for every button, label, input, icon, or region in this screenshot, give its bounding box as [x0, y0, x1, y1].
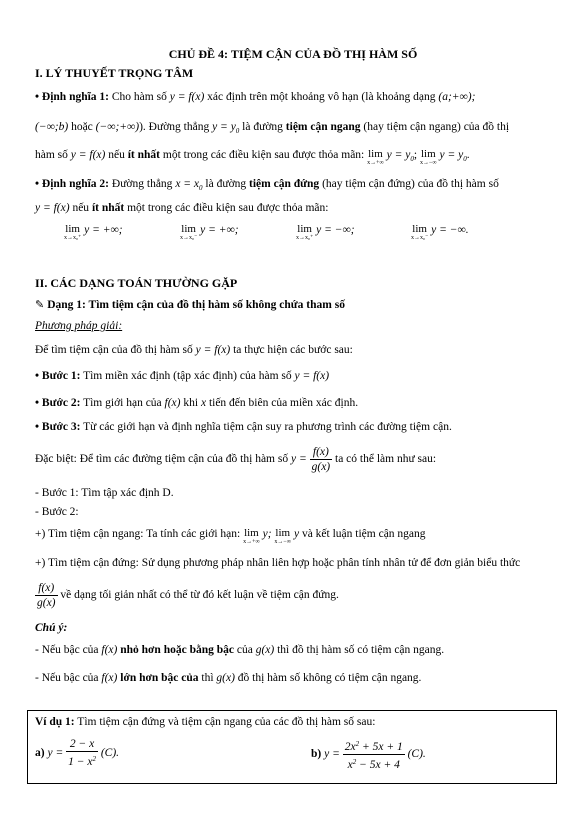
example-heading	[35, 716, 375, 728]
intro-text-a: Để tìm tiệm cận của đồ thị hàm số	[35, 344, 193, 356]
bullet-step-2: - Bước 2:	[35, 506, 79, 518]
example-text: Tìm tiệm cận đứng và tiệm cận ngang của các đồ thị hàm số sau:	[77, 716, 376, 728]
intro-text-b: ta thực hiện các bước sau:	[233, 344, 353, 356]
def2-line-1: • Định nghĩa 2: Đường thẳng $x = x_0$ là đường tiệm cận đứng (hay tiệm cận đứng) của đồ thị hàm số	[35, 178, 499, 192]
horiz-text-b: và kết luận tiệm cận ngang	[301, 528, 426, 540]
section-2-heading: II. CÁC DẠNG TOÁN THƯỜNG GẶP	[35, 276, 238, 290]
def1-text-a: Cho hàm số	[111, 91, 167, 103]
step-1-text: Tìm miền xác định (tập xác định) của hàm số	[83, 370, 292, 382]
def1-label: Định nghĩa 1:	[41, 91, 110, 103]
step-3-label: Bước 3:	[41, 421, 81, 433]
math-limit: lim x→−∞	[419, 148, 437, 166]
page-title: CHỦ ĐỀ 4: TIỆM CẬN CỦA ĐỒ THỊ HÀM SỐ	[168, 47, 418, 61]
def2-text-a: Đường thẳng	[111, 178, 173, 190]
special-text-a: Đặc biệt: Để tìm các đường tiệm cận của đồ thị hàm số	[35, 453, 289, 465]
def2-text-c: (hay tiệm cận đứng) của đồ thị hàm số	[322, 178, 499, 190]
math-fraction: $\frac{2x^2 + 5x + 1}{x^2 - 5x + 4}$	[343, 737, 405, 772]
math-interval: (a;+∞);	[438, 91, 476, 103]
note-2-text-a: - Nếu bậc của	[35, 672, 99, 684]
example-a-label: a)	[35, 747, 45, 759]
step-2-text-c: tiến đến biên của miền xác định.	[208, 397, 359, 409]
limit-condition-3: lim x→x₀⁺ y = −∞;	[296, 223, 355, 241]
def1-line-2	[35, 120, 556, 138]
math-function: f(x)	[164, 397, 181, 409]
horiz-text-a: +) Tìm tiệm cận ngang: Ta tính các giới hạn:	[35, 528, 241, 540]
note-2-text-b: thì	[201, 672, 214, 684]
note-2: - Nếu bậc của f(x) lớn hơn bậc của thì g(x) đồ thị hàm số không có tiệm cận ngang.	[35, 672, 422, 684]
math-limit: lim x→+∞	[367, 148, 384, 166]
def1-text-e: là đường	[242, 121, 283, 133]
def1-line-1: • Định nghĩa 1: Cho hàm số y = f(x) xác định trên một khoảng vô hạn (là khoảng dạng (a;+∞);	[35, 91, 476, 103]
math-function: y = f(x)	[35, 202, 70, 214]
form-1-text: Dạng 1: Tìm tiệm cận của đồ thị hàm số không chứa tham số	[47, 299, 345, 311]
note-1-text-c: thì đồ thị hàm số có tiệm cận ngang.	[277, 644, 445, 656]
limit-condition-2: lim x→x₀⁻ y = +∞;	[180, 223, 239, 241]
math-line: $y = y_0$	[212, 121, 240, 135]
step-3: • Bước 3: Từ các giới hạn và định nghĩa tiệm cận suy ra phương trình các đường tiệm cận.	[35, 421, 452, 433]
horizontal-asymptote: +) Tìm tiệm cận ngang: Ta tính các giới hạn: lim x→+∞ y; lim x→−∞ y và kết luận tiệm cận ngang	[35, 527, 426, 545]
step-2: • Bước 2: Tìm giới hạn của f(x) khi x tiến đến biên của miền xác định.	[35, 397, 359, 409]
note-1-text-a: - Nếu bậc của	[35, 644, 99, 656]
method-label: Phương pháp giải:	[35, 320, 123, 332]
def2-text-e: một trong các điều kiện sau được thỏa mãn:	[127, 202, 329, 214]
def2-text-d: nếu	[72, 202, 90, 214]
math-fraction: $\frac{2 - x}{1 - x^2}$	[68, 738, 96, 769]
step-1: • Bước 1: Tìm miền xác định (tập xác định) của hàm số y = f(x)	[35, 370, 330, 382]
def1-text-f: (hay tiệm cận ngang) của đồ thị	[363, 121, 510, 133]
special-text-b: ta có thể làm như sau:	[335, 453, 437, 465]
pen-arrow-icon: ✎	[35, 299, 45, 311]
math-limit: lim x→−∞	[274, 527, 292, 545]
def1-text-h: nếu	[108, 149, 125, 161]
form-1-heading	[35, 298, 556, 312]
def1-text-d: ). Đường thẳng	[139, 121, 210, 133]
math-interval: (−∞;+∞)	[95, 121, 140, 133]
vertical-asymptote: +) Tìm tiệm cận đứng: Sử dụng phương pháp nhân liên hợp hoặc phân tính nhân tử để đơn giản biểu thức	[35, 557, 521, 569]
note-2-bold: lớn hơn bậc của	[120, 672, 199, 684]
note-label: Chú ý:	[35, 622, 68, 634]
vertical-asymptote-cont	[35, 579, 556, 611]
def2-bold-atleast: ít nhất	[91, 202, 125, 214]
def2-line-2	[35, 201, 556, 215]
step-2-text-b: khi	[183, 397, 199, 409]
note-2-text-c: đồ thị hàm số không có tiệm cận ngang.	[237, 672, 422, 684]
def2-label: Định nghĩa 2:	[41, 178, 110, 190]
example-box	[27, 710, 557, 784]
def1-text-i: một trong các điều kiện sau được thỏa mãn:	[162, 149, 365, 161]
example-b-label: b)	[311, 748, 322, 761]
section-1-heading: I. LÝ THUYẾT TRỌNG TÂM	[35, 66, 194, 80]
def2-bold-term: tiệm cận đứng	[249, 178, 320, 190]
step-2-text-a: Tìm giới hạn của	[83, 397, 162, 409]
limit-condition-4: lim x→x₀⁻ y = −∞.	[411, 223, 469, 241]
note-1-bold: nhỏ hơn hoặc bằng bậc	[120, 644, 234, 656]
math-function: y = f(x)	[195, 344, 231, 356]
step-3-text: Từ các giới hạn và định nghĩa tiệm cận suy ra phương trình các đường tiệm cận.	[83, 421, 452, 433]
math-function: y = f(x)	[70, 149, 106, 161]
example-b: b) y = $\frac{2x^2 + 5x + 1}{x^2 - 5x + 4}$ (C).	[311, 737, 426, 772]
method-intro	[35, 343, 556, 357]
def1-bold-term: tiệm cận ngang	[285, 121, 361, 133]
def1-text-g: hàm số	[35, 149, 68, 161]
math-function: y = f(x)	[294, 370, 330, 382]
def1-text-c: hoặc	[71, 121, 93, 133]
step-2-label: Bước 2:	[41, 397, 81, 409]
vert-text-b: về dạng tối giản nhất có thể từ đó kết luận về tiệm cận đứng.	[60, 589, 339, 601]
bullet-step-1: - Bước 1: Tìm tập xác định D.	[35, 487, 174, 499]
note-1: - Nếu bậc của f(x) nhỏ hơn hoặc bằng bậc của g(x) thì đồ thị hàm số có tiệm cận ngang.	[35, 644, 445, 656]
math-fraction: $\frac{f(x)}{g(x)}$	[311, 445, 331, 473]
math-limit: lim x→+∞	[243, 527, 260, 545]
math-interval: (−∞;b)	[35, 121, 69, 133]
math-fraction: $\frac{f(x)}{g(x)}$	[37, 581, 56, 609]
note-1-text-b: của	[236, 644, 253, 656]
math-function: y = f(x)	[169, 91, 205, 103]
def1-text-b: xác định trên một khoảng vô hạn (là khoảng dạng	[207, 91, 436, 103]
step-1-label: Bước 1:	[41, 370, 81, 382]
special-case: Đặc biệt: Để tìm các đường tiệm cận của đồ thị hàm số y = $\frac{f(x)}{g(x)}$ ta có thể làm như sau:	[35, 445, 437, 473]
math-line: $x = x_0$	[175, 178, 203, 192]
example-a: a) y = $\frac{2 - x}{1 - x^2}$ (C).	[35, 738, 120, 769]
def1-bold-atleast: ít nhất	[127, 149, 160, 161]
def2-text-b: là đường	[205, 178, 247, 190]
example-label: Ví dụ 1:	[35, 716, 75, 728]
limit-condition-1: lim x→x₀⁺ y = +∞;	[64, 223, 123, 241]
def1-line-3: hàm số y = f(x) nếu ít nhất một trong các điều kiện sau được thỏa mãn: lim x→+∞ $y = y_0$; lim x→−∞ $y = y_0$.	[35, 148, 470, 166]
